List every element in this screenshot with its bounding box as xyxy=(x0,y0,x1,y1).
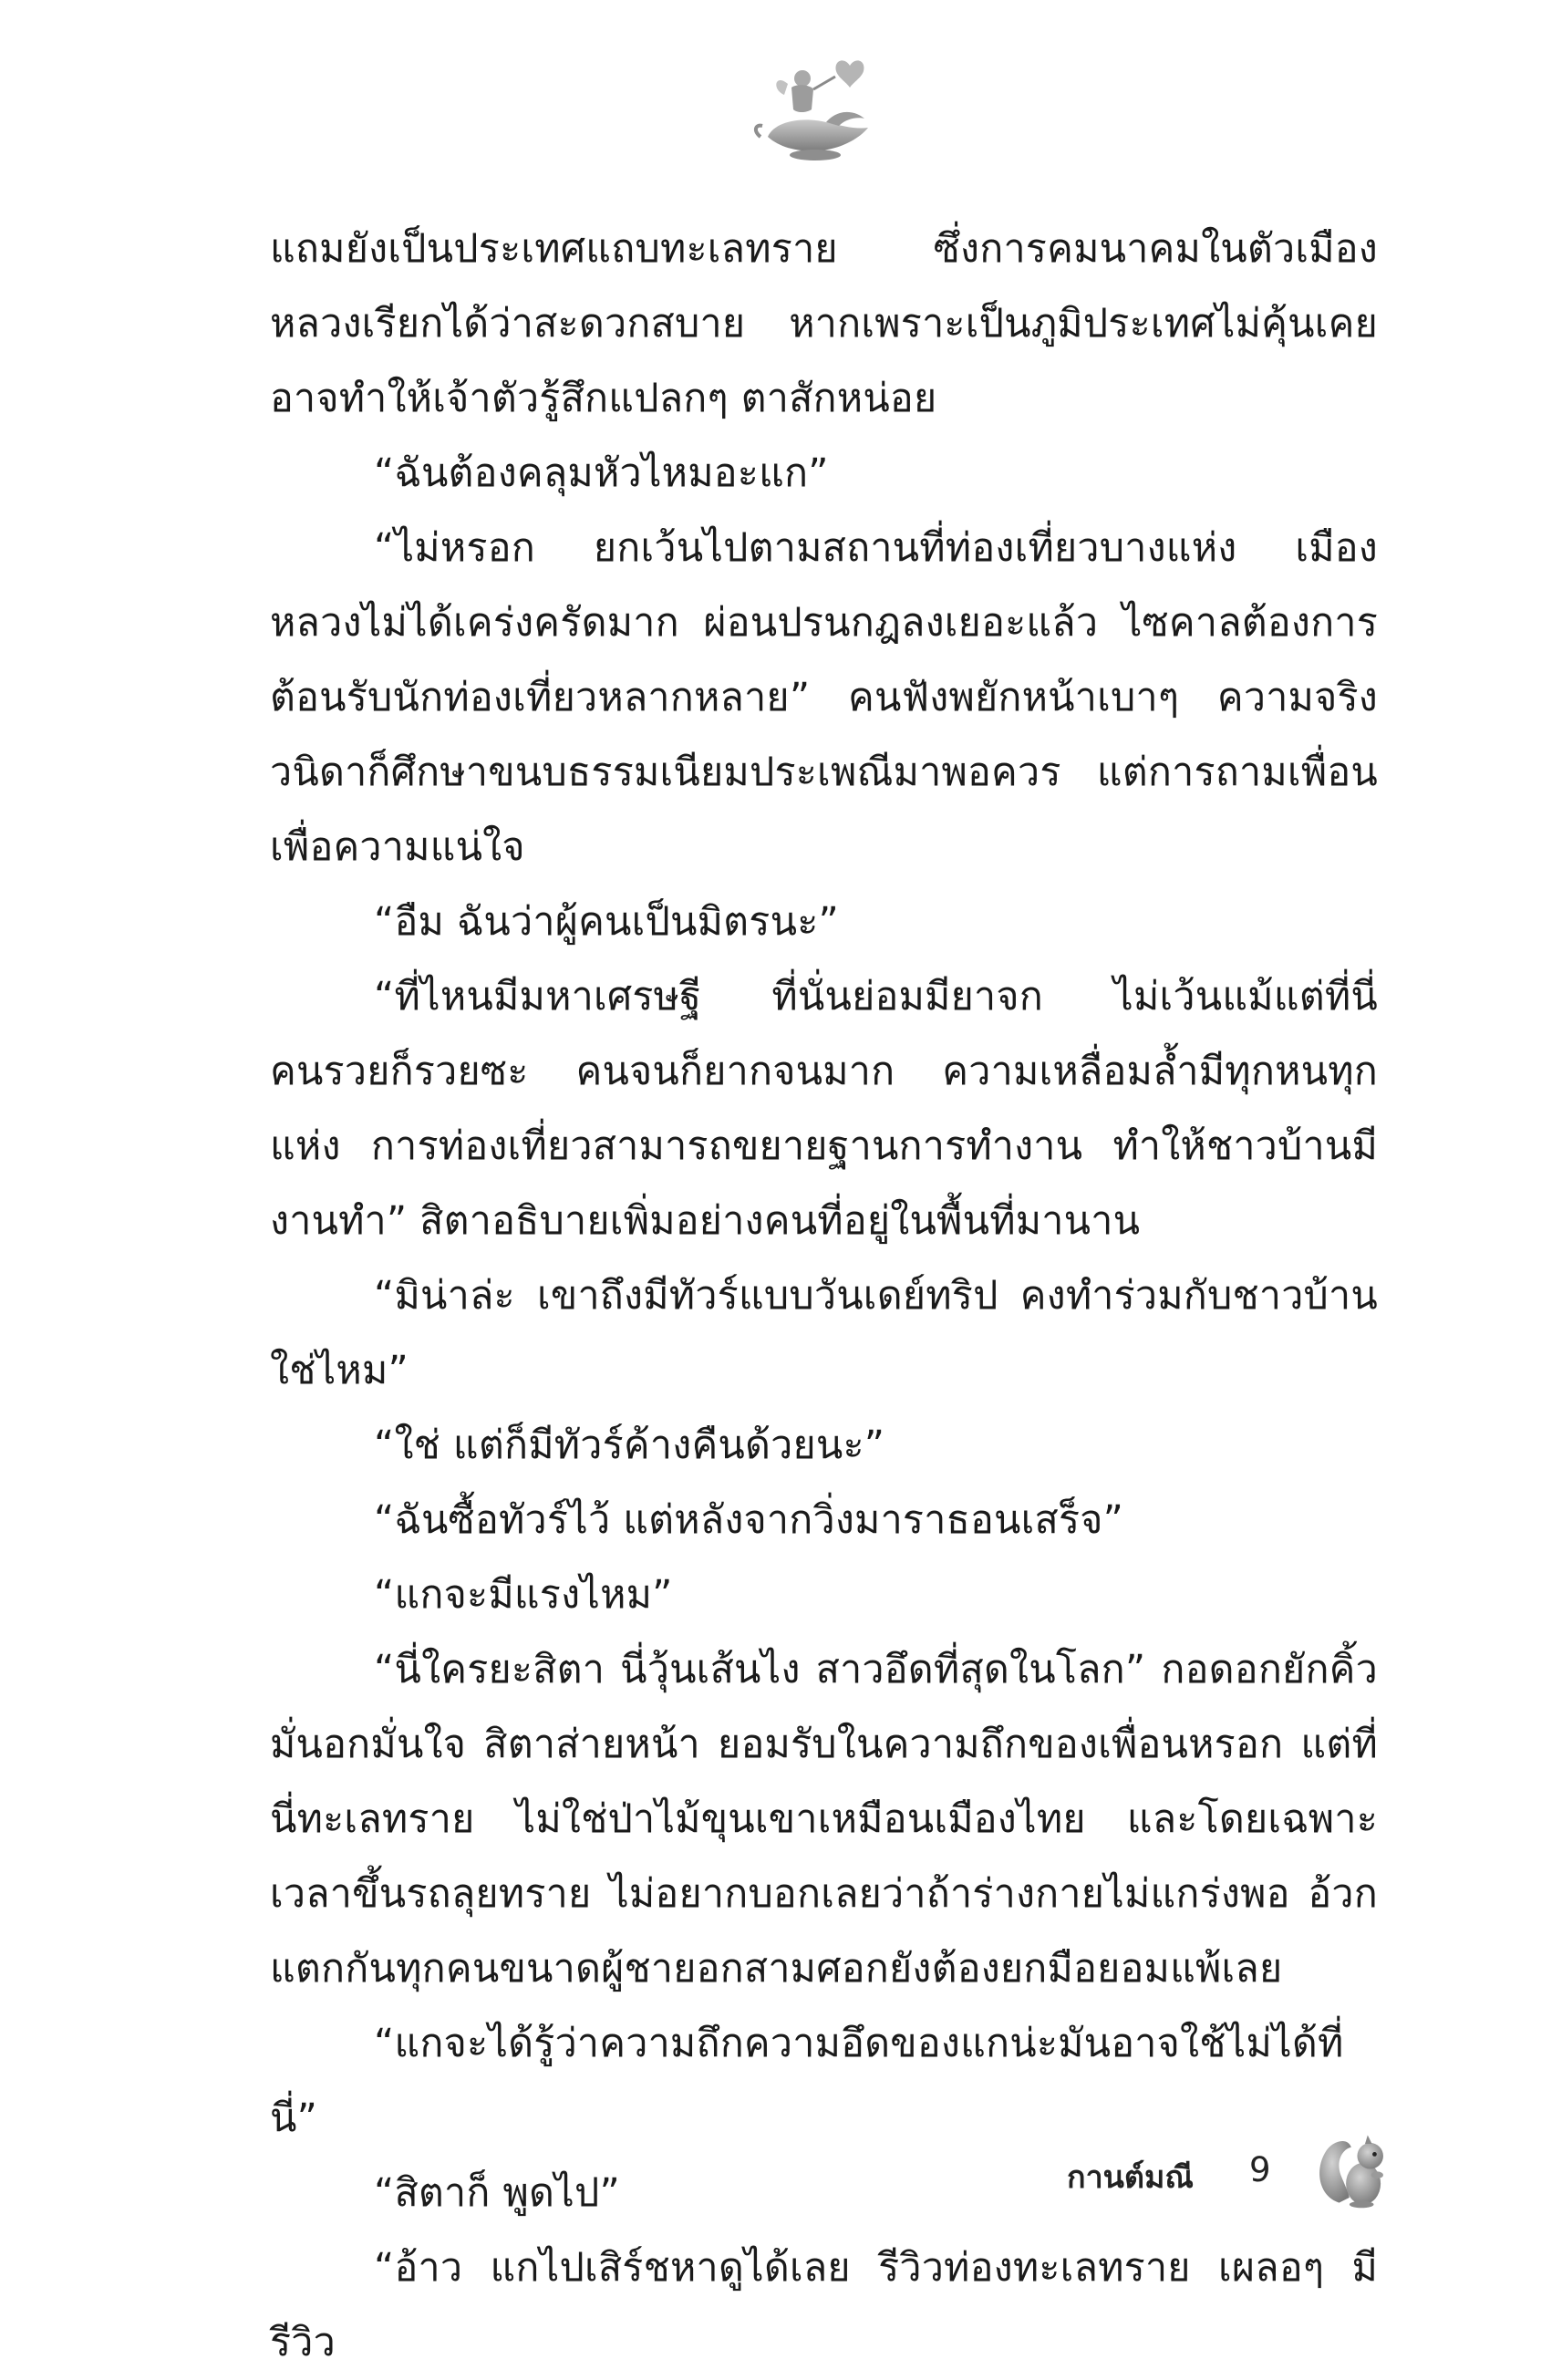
page-number: 9 xyxy=(1249,2150,1271,2189)
paragraph: “มิน่าล่ะ เขาถึงมีทัวร์แบบวันเดย์ทริป คงทำร่วมกับชาวบ้านใช่ไหม” xyxy=(270,1273,1378,1393)
paragraph: “สิตาก็ พูดไป” xyxy=(374,2170,620,2216)
paragraph: “อืม ฉันว่าผู้คนเป็นมิตรนะ” xyxy=(374,899,839,945)
body-text xyxy=(270,212,1378,2380)
paragraph: “แกจะมีแรงไหม” xyxy=(374,1572,673,1618)
paragraph: “นี่ใครยะสิตา นี่วุ้นเส้นไง สาวอึดที่สุดในโลก” กอดอกยักคิ้วมั่นอกมั่นใจ สิตาส่ายหน้า ยอมรับในความถึกของเพื่อนหรอก แต่ที่นี่ทะเลทราย ไม่ใช่ป่าไม้ขุนเขาเหมือนเมืองไทย และโดยเฉพาะเวลาขึ้นรถลุยทราย ไม่อยากบอกเลยว่าถ้าร่างกายไม่แกร่งพอ อ้วกแตกกันทุกคนขนาดผู้ชายอกสามศอกยังต้องยกมือยอมแพ้เลย xyxy=(270,1647,1378,1992)
squirrel-icon xyxy=(1313,2126,1400,2213)
paragraph: “อ้าว แกไปเสิร์ชหาดูได้เลย รีวิวท่องทะเลทราย เผลอๆ มีรีวิว xyxy=(270,2245,1378,2365)
paragraph: แถมยังเป็นประเทศแถบทะเลทราย ซึ่งการคมนาคมในตัวเมืองหลวงเรียกได้ว่าสะดวกสบาย หากเพราะเป็นภูมิประเทศไม่คุ้นเคยอาจทำให้เจ้าตัวรู้สึกแปลกๆ ตาสักหน่อย xyxy=(270,226,1378,421)
book-title: กานต์มณี xyxy=(1067,2159,1194,2196)
lamp-cupid-ornament-icon xyxy=(748,53,884,171)
paragraph: “แกจะได้รู้ว่าความถึกความอึดของแกน่ะมันอาจใช้ไม่ได้ที่นี่” xyxy=(270,2021,1344,2141)
paragraph: “ไม่หรอก ยกเว้นไปตามสถานที่ท่องเที่ยวบางแห่ง เมืองหลวงไม่ได้เคร่งครัดมาก ผ่อนปรนกฎลงเยอะแล้ว ไซคาลต้องการต้อนรับนักท่องเที่ยวหลากหลาย” คนฟังพยักหน้าเบาๆ ความจริงวนิดาก็ศึกษาขนบธรรมเนียมประเพณีมาพอควร แต่การถามเพื่อนเพื่อความแน่ใจ xyxy=(270,525,1378,870)
page-footer xyxy=(1067,2126,1432,2218)
paragraph: “ใช่ แต่ก็มีทัวร์ค้างคืนด้วยนะ” xyxy=(374,1423,885,1468)
paragraph: “ฉันซื้อทัวร์ไว้ แต่หลังจากวิ่งมาราธอนเสร็จ” xyxy=(374,1497,1124,1543)
paragraph: “ฉันต้องคลุมหัวไหมอะแก” xyxy=(374,450,829,496)
paragraph: “ที่ไหนมีมหาเศรษฐี ที่นั่นย่อมมียาจก ไม่เว้นแม้แต่ที่นี่ คนรวยก็รวยซะ คนจนก็ยากจนมาก ความเหลื่อมล้ำมีทุกหนทุกแห่ง การท่องเที่ยวสามารถขยายฐานการทำงาน ทำให้ชาวบ้านมีงานทำ” สิตาอธิบายเพิ่มอย่างคนที่อยู่ในพื้นที่มานาน xyxy=(270,974,1378,1244)
